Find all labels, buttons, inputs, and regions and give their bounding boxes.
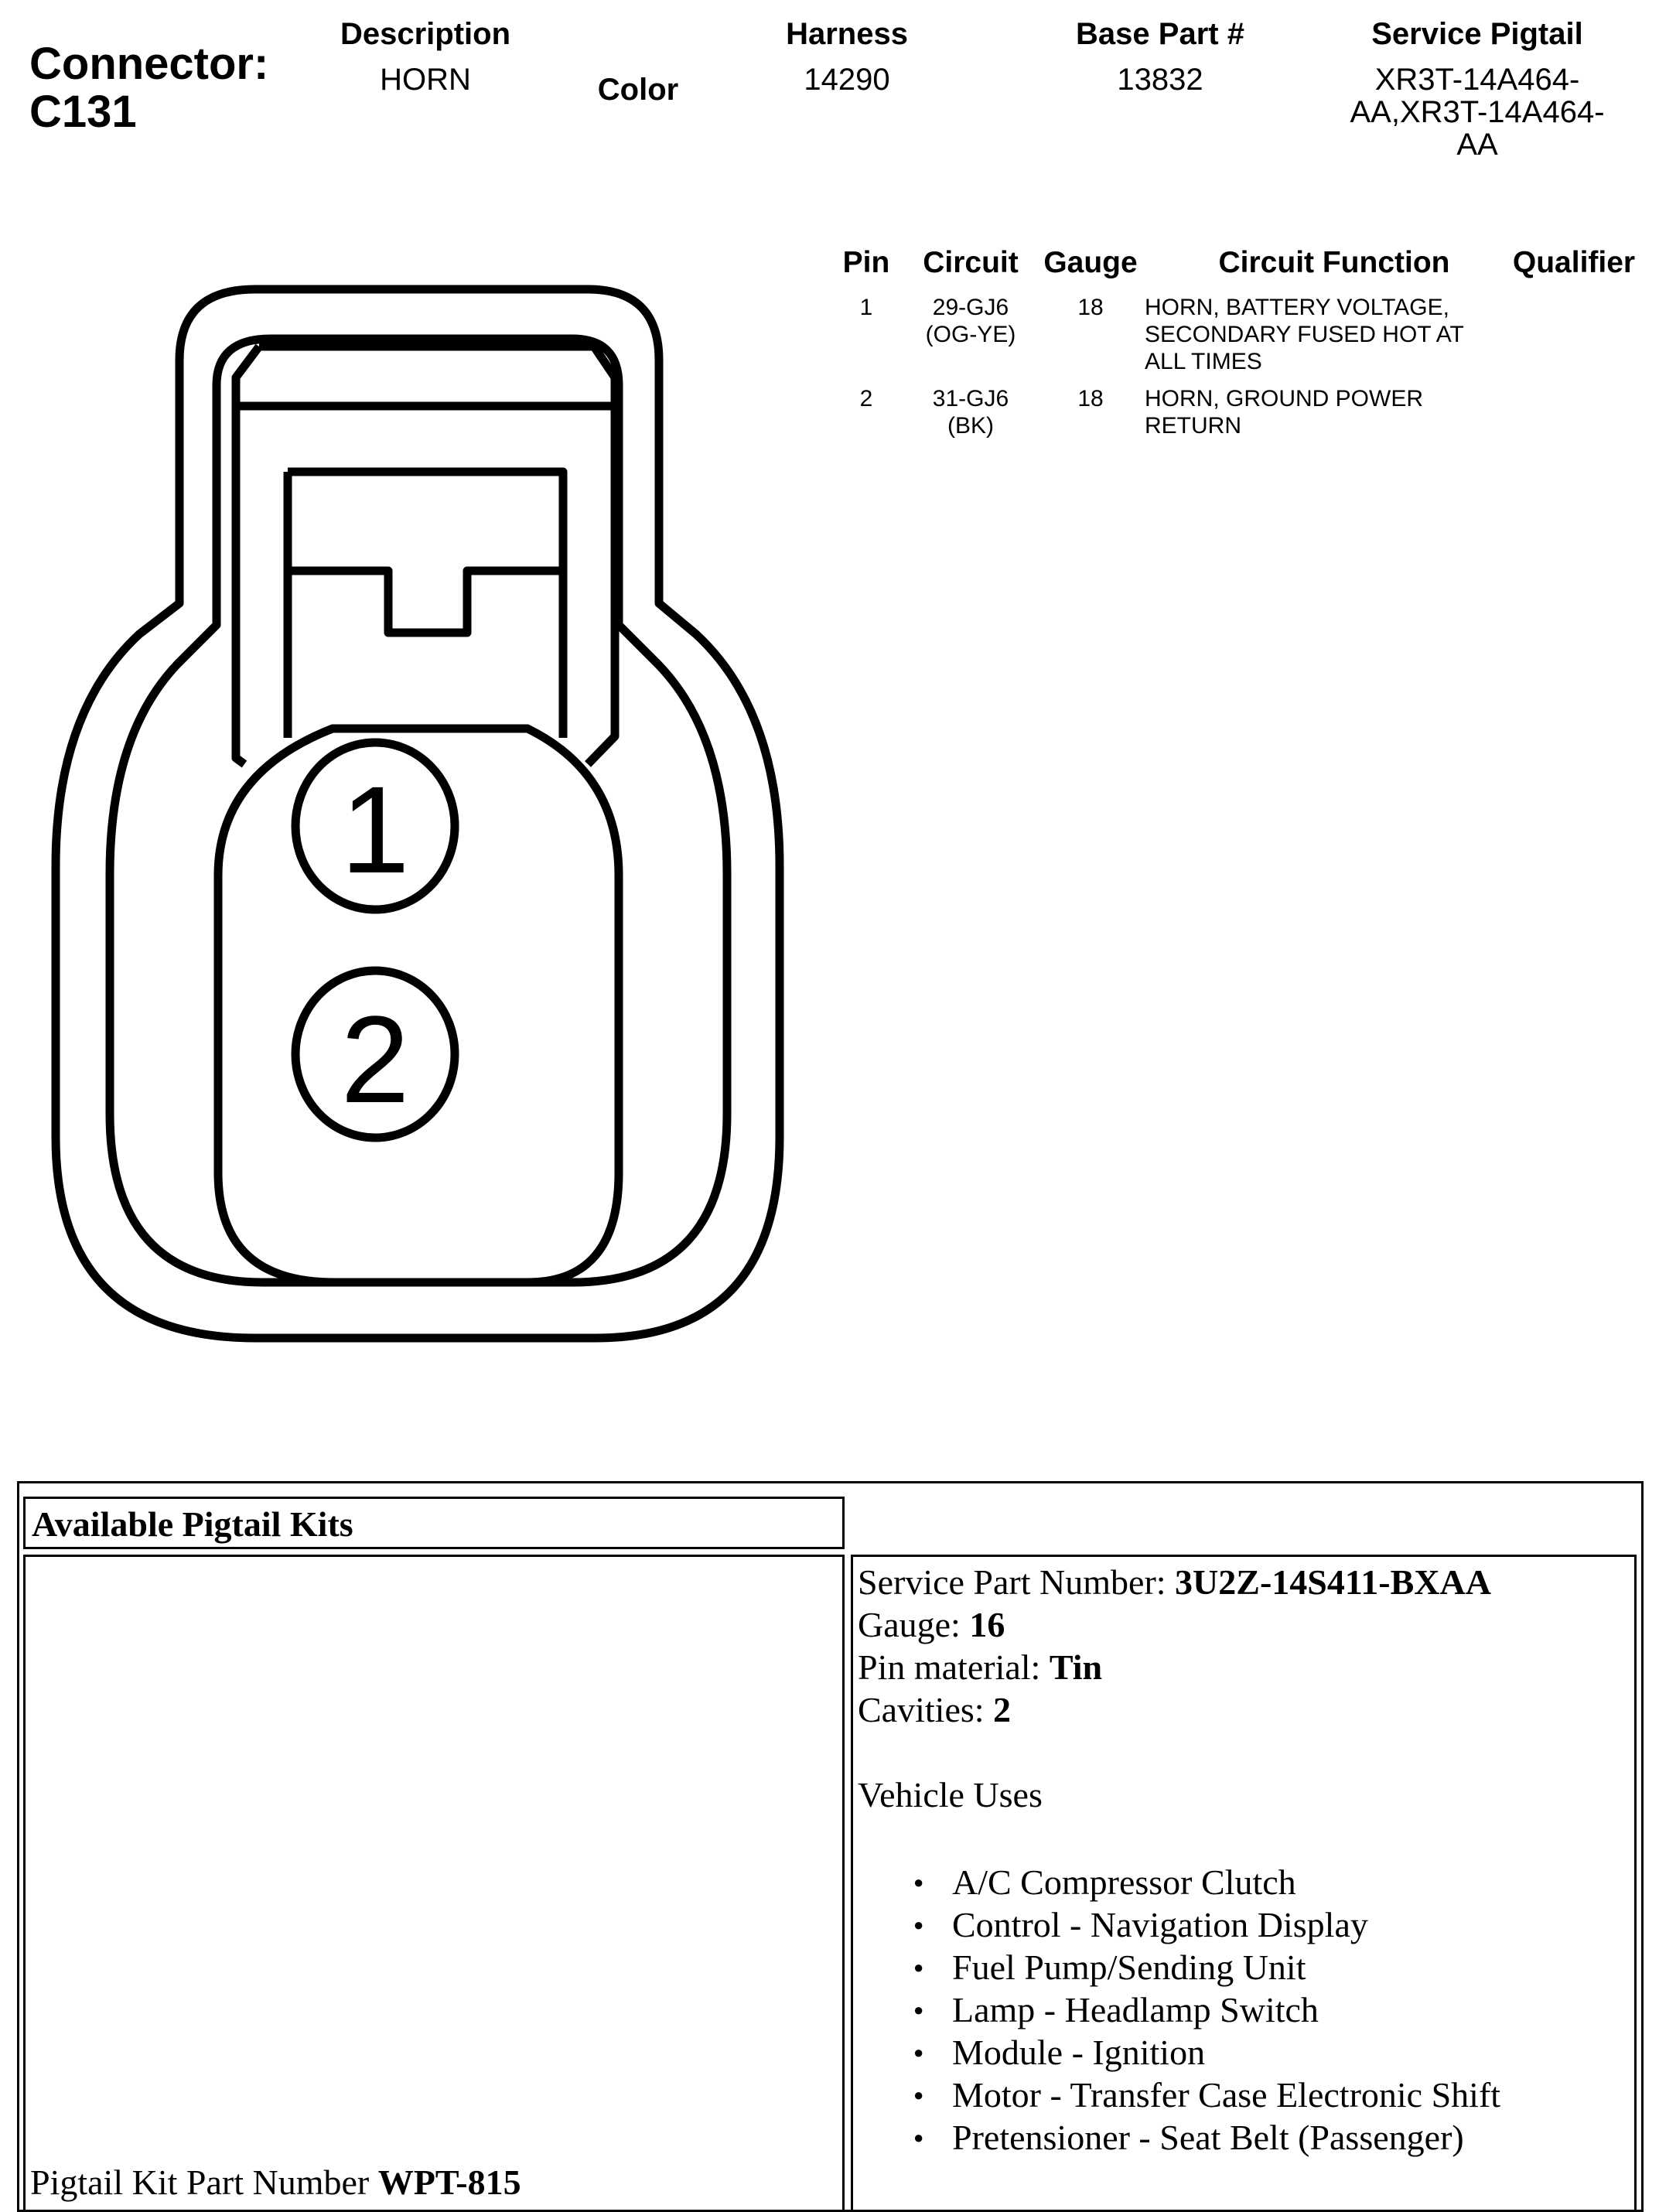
function-line: HORN, GROUND POWER: [1145, 386, 1423, 411]
table-row-2-pin: 2: [859, 386, 873, 411]
service-pigtail-line: AA,XR3T-14A464-: [1350, 95, 1605, 129]
function-line: SECONDARY FUSED HOT AT: [1145, 322, 1464, 347]
gauge-line: [858, 1603, 1500, 1646]
latch-inner: [288, 472, 563, 738]
table-row-1-function: [1145, 294, 1508, 375]
pin-material-line: [858, 1646, 1500, 1688]
description-label: Description: [340, 17, 511, 51]
service-pigtail-line: AA: [1456, 128, 1498, 162]
connector-id: C131: [29, 87, 137, 137]
connector-diagram: [0, 263, 820, 1361]
circuit-line: (BK): [947, 413, 994, 439]
kits-title-cell: [23, 1497, 845, 1549]
housing-outer: [56, 289, 780, 1338]
col-header-gauge: Gauge: [1043, 246, 1138, 279]
service-part-label: Service Part Number:: [858, 1562, 1176, 1602]
list-item: ● Control - Navigation Display: [913, 1903, 1500, 1946]
circuit-line: 29-GJ6: [932, 295, 1009, 320]
vehicle-uses-list: [913, 1861, 1500, 2159]
gauge-label: Gauge:: [858, 1605, 970, 1644]
harness-label: Harness: [786, 17, 908, 51]
pin-1-label: 1: [340, 760, 410, 899]
vehicle-uses-label: Vehicle Uses: [858, 1775, 1043, 1814]
col-header-circuit: Circuit: [923, 246, 1019, 279]
base-part-value: 13832: [1117, 63, 1203, 97]
latch-key: [288, 571, 563, 633]
pin-table: [835, 246, 1647, 447]
list-item: ● Fuel Pump/Sending Unit: [913, 1946, 1500, 1988]
list-item: ● Module - Ignition: [913, 2031, 1500, 2074]
service-pigtail-line: XR3T-14A464-: [1374, 63, 1580, 97]
color-label: Color: [597, 73, 679, 107]
pin-material-value: Tin: [1049, 1647, 1103, 1687]
pin-2-label: 2: [340, 990, 410, 1128]
pin-material-label: Pin material:: [858, 1647, 1050, 1687]
kit-part-label: Pigtail Kit Part Number: [30, 2163, 378, 2202]
table-row-1-circuit: [913, 294, 1029, 348]
kit-part-number: [30, 2161, 521, 2203]
harness-value: 14290: [804, 63, 890, 97]
connector-title: [29, 40, 268, 136]
service-pigtail-label: Service Pigtail: [1371, 17, 1583, 51]
base-part-label: Base Part #: [1076, 17, 1244, 51]
cavities-value: 2: [993, 1690, 1012, 1729]
list-item: ● A/C Compressor Clutch: [913, 1861, 1500, 1903]
table-row-2-circuit: [913, 385, 1029, 439]
col-header-pin: Pin: [842, 246, 890, 279]
col-header-circuit-function: Circuit Function: [1218, 246, 1450, 279]
gauge-value: 16: [969, 1605, 1005, 1644]
table-row-2-gauge: 18: [1077, 386, 1104, 411]
kits-details-cell: [851, 1555, 1637, 2212]
service-pigtail-value: [1315, 63, 1640, 161]
circuit-line: (OG-YE): [925, 322, 1016, 347]
function-line: ALL TIMES: [1145, 349, 1262, 374]
table-row-1-gauge: 18: [1077, 295, 1104, 320]
cavities-line: [858, 1688, 1500, 1731]
table-row-2-function: [1145, 385, 1508, 439]
service-part-number: [858, 1561, 1500, 1603]
function-line: RETURN: [1145, 413, 1241, 439]
kits-title: Available Pigtail Kits: [32, 1504, 353, 1544]
kit-part-value: WPT-815: [377, 2163, 521, 2202]
function-line: HORN, BATTERY VOLTAGE,: [1145, 295, 1449, 320]
housing-inner: [110, 339, 727, 1282]
list-item: ● Motor - Transfer Case Electronic Shift: [913, 2074, 1500, 2116]
list-item: ● Pretensioner - Seat Belt (Passenger): [913, 2116, 1500, 2159]
table-row-1-pin: 1: [859, 295, 873, 320]
list-item: ● Lamp - Headlamp Switch: [913, 1988, 1500, 2031]
service-part-value: 3U2Z-14S411-BXAA: [1175, 1562, 1491, 1602]
kits-image-cell: [23, 1555, 845, 2212]
cavity-body: [218, 729, 619, 1282]
circuit-line: 31-GJ6: [932, 386, 1009, 411]
description-value: HORN: [380, 63, 471, 97]
col-header-qualifier: Qualifier: [1512, 246, 1636, 279]
connector-label: Connector:: [29, 39, 269, 89]
cavities-label: Cavities:: [858, 1690, 994, 1729]
